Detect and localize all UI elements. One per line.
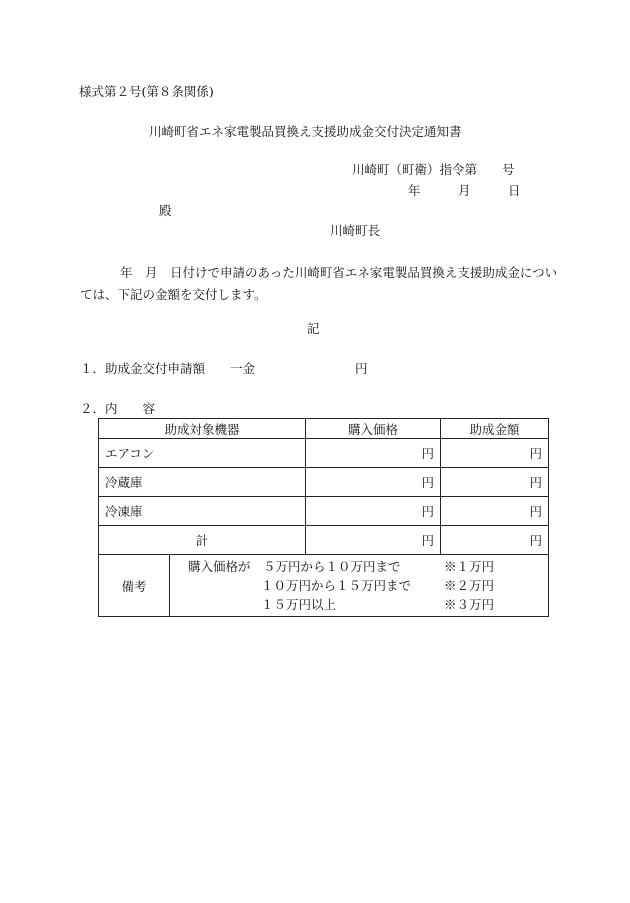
recipient-honorific: 殿 <box>159 203 172 218</box>
item-contents: ２．内 容 <box>80 401 156 416</box>
total-amount: 円 <box>441 526 549 555</box>
issue-date: 年 月 日 <box>408 183 521 198</box>
issuer-number: 川崎町（町衛）指令第 号 <box>352 162 515 177</box>
header-amount: 助成金額 <box>441 419 549 439</box>
notes-row <box>99 555 549 617</box>
table-row <box>99 497 549 526</box>
table-row <box>99 439 549 468</box>
note-line <box>176 557 542 576</box>
body-text: 年 月 日付けで申請のあった川崎町省エネ家電製品買換え支援助成金については、下記の金額を交付します。 <box>80 265 558 302</box>
note-range: １５万円以上 <box>261 597 337 612</box>
row-amount: 円 <box>441 439 549 468</box>
note-range: 購入価格が ５万円から１０万円まで <box>188 559 401 574</box>
note-rate: ※３万円 <box>444 597 495 612</box>
total-row <box>99 526 549 555</box>
row-label: 冷凍庫 <box>99 497 306 526</box>
note-rate: ※１万円 <box>444 559 495 574</box>
table-row <box>99 468 549 497</box>
header-price: 購入価格 <box>306 419 441 439</box>
row-amount: 円 <box>441 468 549 497</box>
subsidy-table <box>98 418 549 617</box>
form-number: 様式第２号(第８条関係) <box>79 84 214 99</box>
row-price: 円 <box>306 497 441 526</box>
document-title: 川崎町省エネ家電製品買換え支援助成金交付決定通知書 <box>149 124 462 139</box>
notes-label: 備考 <box>99 555 170 617</box>
note-line <box>176 576 542 595</box>
row-amount: 円 <box>441 497 549 526</box>
header-equipment: 助成対象機器 <box>99 419 306 439</box>
note-rate: ※２万円 <box>444 578 495 593</box>
notes-content <box>170 555 549 617</box>
item-grant-amount: １．助成金交付申請額 一金 円 <box>80 361 368 376</box>
row-label: エアコン <box>99 439 306 468</box>
issuer-mayor: 川崎町長 <box>330 223 381 238</box>
total-price: 円 <box>306 526 441 555</box>
total-label: 計 <box>99 526 306 555</box>
table-header-row <box>99 419 549 439</box>
row-price: 円 <box>306 468 441 497</box>
note-line <box>176 595 542 614</box>
row-label: 冷蔵庫 <box>99 468 306 497</box>
ki-heading: 記 <box>307 321 320 336</box>
note-range: １０万円から１５万円まで <box>261 578 412 593</box>
row-price: 円 <box>306 439 441 468</box>
